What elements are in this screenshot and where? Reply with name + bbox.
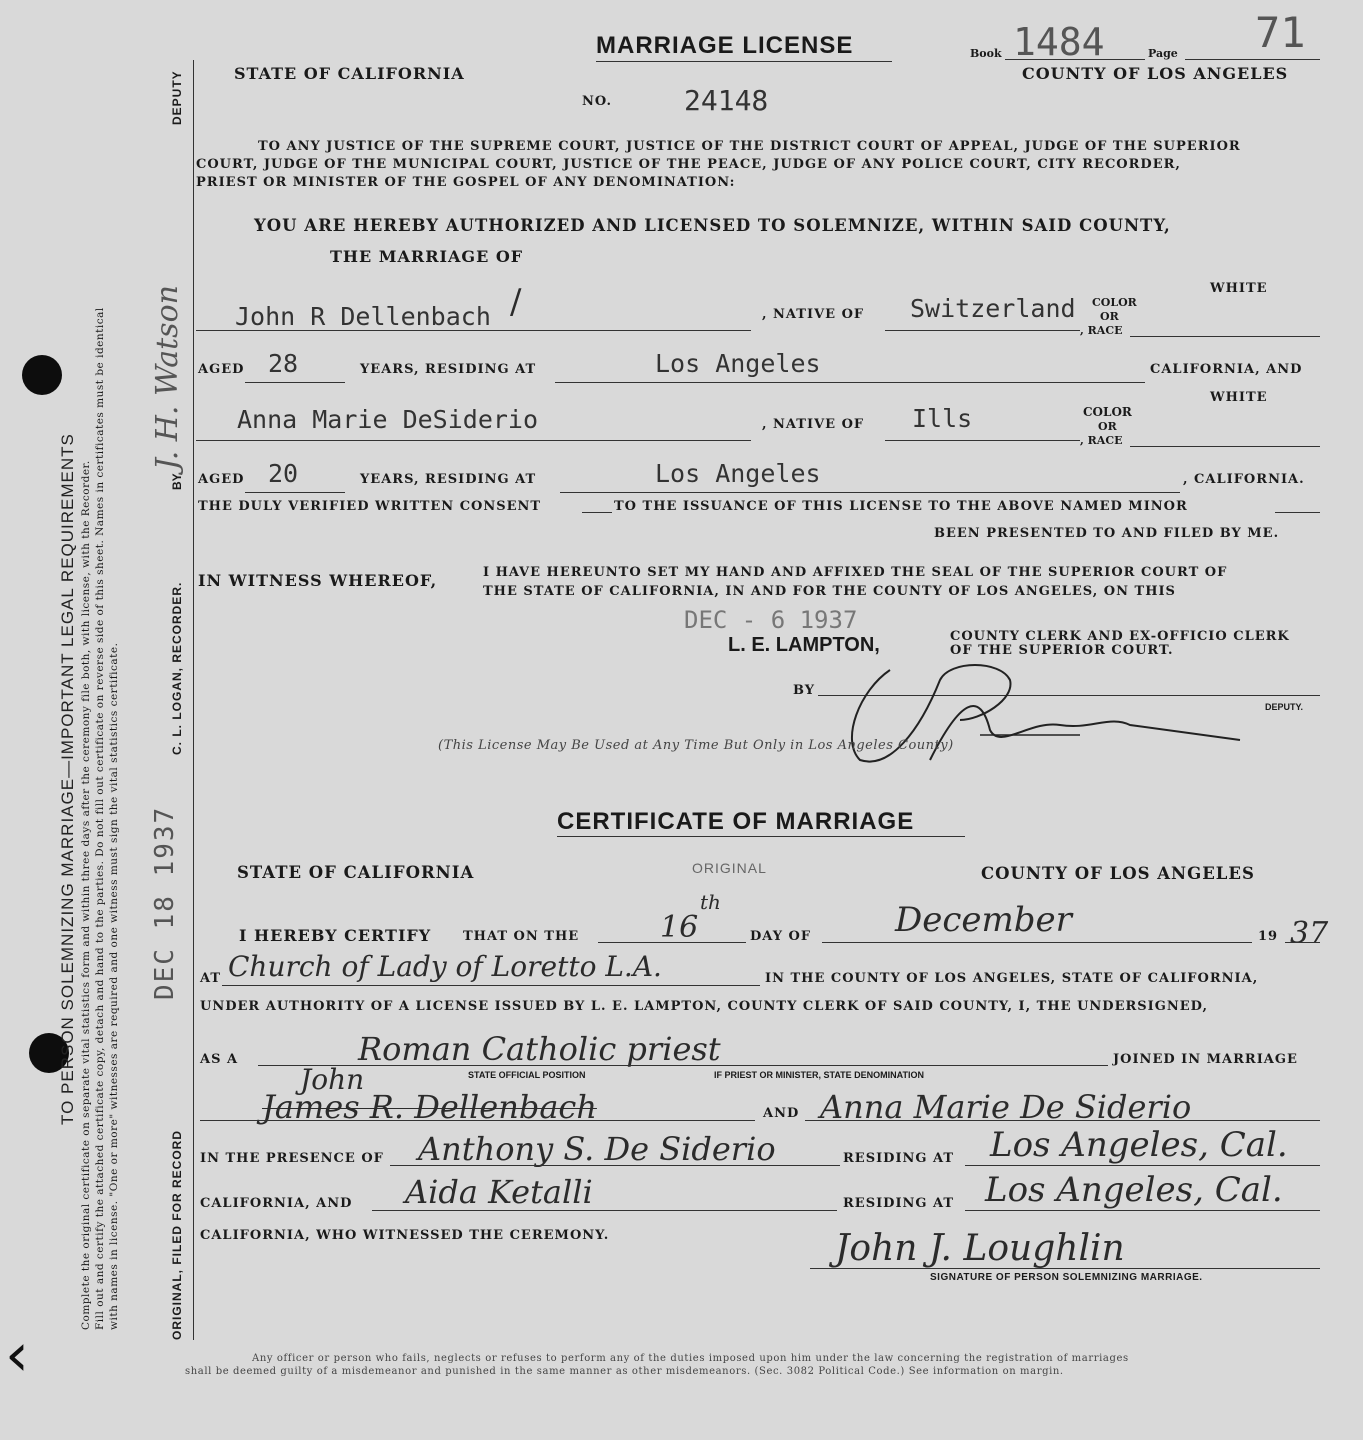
consent-part-1: THE DULY VERIFIED WRITTEN CONSENT	[198, 499, 542, 514]
bride-name: Anna Marie DeSiderio	[237, 405, 539, 434]
certify-label: I HEREBY CERTIFY	[239, 926, 432, 945]
bride-native-label: , NATIVE OF	[762, 417, 865, 432]
residing-at-label-2: RESIDING AT	[843, 1196, 955, 1211]
license-county: COUNTY OF LOS ANGELES	[1022, 64, 1289, 83]
groom-handwritten: James R. Dellenbach	[262, 1088, 597, 1126]
bride-race: WHITE	[1210, 390, 1268, 405]
book-label: Book	[970, 47, 1002, 60]
priest-label: IF PRIEST OR MINISTER, STATE DENOMINATION	[714, 1070, 925, 1080]
year-prefix: 19	[1258, 929, 1279, 944]
day-of-label: DAY OF	[750, 929, 812, 944]
groom-native-label: , NATIVE OF	[762, 307, 865, 322]
footer-line-2: shall be deemed guilty of a misdemeanor and punished in the same manner as other misdemeanors. (Sec. 3082 Political Code.) See information on margin.	[185, 1366, 1064, 1377]
page-label: Page	[1148, 47, 1178, 60]
witness-text-2: THE STATE OF CALIFORNIA, IN AND FOR THE COUNTY OF LOS ANGELES, ON THIS	[483, 584, 1176, 599]
groom-check-mark: /	[510, 282, 522, 322]
witness-2-residence: Los Angeles, Cal.	[985, 1170, 1283, 1210]
license-title: MARRIAGE LICENSE	[596, 32, 854, 59]
footer-line-1: Any officer or person who fails, neglects or refuses to perform any of the duties imposed upon him under the law concerning the registration of marriages	[252, 1353, 1129, 1364]
who-witnessed: CALIFORNIA, WHO WITNESSED THE CEREMONY.	[200, 1228, 610, 1243]
bride-aged-label: AGED	[198, 472, 245, 487]
at-label: AT	[200, 971, 222, 986]
margin-rule	[193, 60, 194, 1340]
california-and-label: CALIFORNIA, AND	[200, 1196, 353, 1211]
margin-by-label: BY	[170, 473, 184, 490]
groom-age: 28	[268, 349, 299, 378]
clerk-title-1: COUNTY CLERK AND EX-OFFICIO CLERK	[950, 629, 1290, 644]
deputy-label: DEPUTY.	[1265, 702, 1304, 712]
witness-2-name: Aida Ketalli	[405, 1173, 593, 1211]
presence-label: IN THE PRESENCE OF	[200, 1151, 384, 1166]
bride-california-end: , CALIFORNIA.	[1183, 472, 1305, 487]
margin-deputy-label: DEPUTY	[170, 70, 184, 125]
certificate-month: December	[895, 900, 1072, 940]
margin-instructions-2: Fill out and certify the attached certificate copy, detach and hand to the parties. Do not fill out certificate on reverse side of this sheet. Names in certificates must be identical	[94, 307, 106, 1330]
groom-handwritten-above: John	[300, 1063, 365, 1096]
groom-or-label: OR	[1100, 310, 1119, 323]
license-no-label: NO.	[582, 94, 612, 109]
bride-or-label: OR	[1098, 420, 1117, 433]
groom-residing-label: YEARS, RESIDING AT	[360, 362, 537, 377]
bride-residence: Los Angeles	[655, 459, 821, 488]
margin-filed-label: ORIGINAL, FILED FOR RECORD	[170, 1130, 184, 1340]
margin-notice-title: TO PERSON SOLEMNIZING MARRIAGE—IMPORTANT LEGAL REQUIREMENTS	[58, 433, 77, 1125]
usage-note: (This License May Be Used at Any Time But Only in Los Angeles County)	[438, 738, 954, 753]
bride-color-label: COLOR	[1083, 405, 1132, 419]
county-text: IN THE COUNTY OF LOS ANGELES, STATE OF CALIFORNIA,	[765, 971, 1259, 986]
authority-text: UNDER AUTHORITY OF A LICENSE ISSUED BY L. E. LAMPTON, COUNTY CLERK OF SAID COUNTY, I, THE UNDERSIGNED,	[200, 999, 1208, 1014]
deputy-signature	[830, 640, 1250, 780]
bride-handwritten: Anna Marie De Siderio	[820, 1088, 1192, 1126]
signature-label: SIGNATURE OF PERSON SOLEMNIZING MARRIAGE.	[930, 1272, 1203, 1283]
officiant-signature: John J. Loughlin	[835, 1228, 1125, 1269]
book-number: 1484	[1013, 20, 1105, 64]
margin-instructions-3: with names in license. "One or more" witnesses are required and one witness must sign the vital statistics certificate.	[108, 642, 120, 1330]
by-label: BY	[793, 683, 816, 698]
witness-text-1: I HAVE HEREUNTO SET MY HAND AND AFFIXED THE SEAL OF THE SUPERIOR COURT OF	[483, 565, 1228, 580]
punch-hole-top	[22, 355, 62, 395]
license-date-stamp: DEC - 6 1937	[684, 606, 858, 634]
margin-filed-date: DEC 18 1937	[150, 805, 180, 1000]
address-line-1: TO ANY JUSTICE OF THE SUPREME COURT, JUSTICE OF THE DISTRICT COURT OF APPEAL, JUDGE OF THE SUPERIOR	[258, 139, 1241, 154]
groom-native: Switzerland	[910, 294, 1076, 323]
bride-race-label: , RACE	[1080, 434, 1123, 447]
corner-mark: ‹	[5, 1320, 29, 1390]
residing-at-label-1: RESIDING AT	[843, 1151, 955, 1166]
certificate-original: ORIGINAL	[692, 860, 767, 876]
margin-recorder-signature: J. H. Watson	[150, 285, 185, 470]
certificate-title: CERTIFICATE OF MARRIAGE	[557, 808, 915, 835]
as-a-label: AS A	[200, 1052, 239, 1067]
joined-label: JOINED IN MARRIAGE	[1113, 1052, 1298, 1067]
clerk-title-2: OF THE SUPERIOR COURT.	[950, 643, 1174, 658]
bride-age: 20	[268, 459, 299, 488]
groom-california-and: CALIFORNIA, AND	[1150, 362, 1303, 377]
certificate-position: Roman Catholic priest	[358, 1030, 721, 1068]
page-number: 71	[1255, 8, 1306, 57]
address-line-2: COURT, JUDGE OF THE MUNICIPAL COURT, JUSTICE OF THE PEACE, JUDGE OF ANY POLICE COURT, CITY RECORDER,	[196, 157, 1181, 172]
marriage-of: THE MARRIAGE OF	[330, 247, 524, 266]
witness-1-name: Anthony S. De Siderio	[418, 1130, 776, 1168]
margin-instructions-1: Complete the original certificate on separate vital statistics form and within three days after the ceremony file both, with license, with the Recorder.	[80, 460, 92, 1330]
consent-part-2: TO THE ISSUANCE OF THIS LICENSE TO THE ABOVE NAMED MINOR	[614, 499, 1188, 514]
certificate-day: 16	[660, 910, 699, 945]
bride-native: Ills	[912, 404, 973, 433]
groom-race-label: , RACE	[1080, 324, 1123, 337]
witness-whereof: IN WITNESS WHEREOF,	[198, 571, 438, 590]
clerk-name: L. E. LAMPTON,	[728, 634, 880, 656]
certificate-day-suffix: th	[700, 890, 721, 914]
authorized-text: YOU ARE HEREBY AUTHORIZED AND LICENSED TO SOLEMNIZE, WITHIN SAID COUNTY,	[254, 216, 1171, 235]
certificate-state: STATE OF CALIFORNIA	[237, 863, 475, 882]
license-state: STATE OF CALIFORNIA	[234, 64, 465, 83]
groom-residence: Los Angeles	[655, 349, 821, 378]
witness-1-residence: Los Angeles, Cal.	[990, 1125, 1288, 1165]
certificate-place: Church of Lady of Loretto L.A.	[228, 950, 662, 983]
state-official-label: STATE OFFICIAL POSITION	[468, 1070, 586, 1080]
address-line-3: PRIEST OR MINISTER OF THE GOSPEL OF ANY DENOMINATION:	[196, 175, 736, 190]
groom-race: WHITE	[1210, 281, 1268, 296]
consent-part-3: BEEN PRESENTED TO AND FILED BY ME.	[934, 526, 1280, 541]
certificate-year: 37	[1290, 916, 1329, 951]
groom-name: John R Dellenbach	[235, 302, 491, 331]
that-on-the: THAT ON THE	[463, 929, 580, 944]
and-label: AND	[763, 1106, 800, 1121]
groom-color-label: COLOR	[1092, 296, 1137, 309]
groom-aged-label: AGED	[198, 362, 245, 377]
margin-recorder-line: C. L. LOGAN, RECORDER.	[170, 581, 184, 755]
license-number: 24148	[684, 84, 769, 117]
certificate-county: COUNTY OF LOS ANGELES	[981, 864, 1255, 883]
bride-residing-label: YEARS, RESIDING AT	[360, 472, 537, 487]
